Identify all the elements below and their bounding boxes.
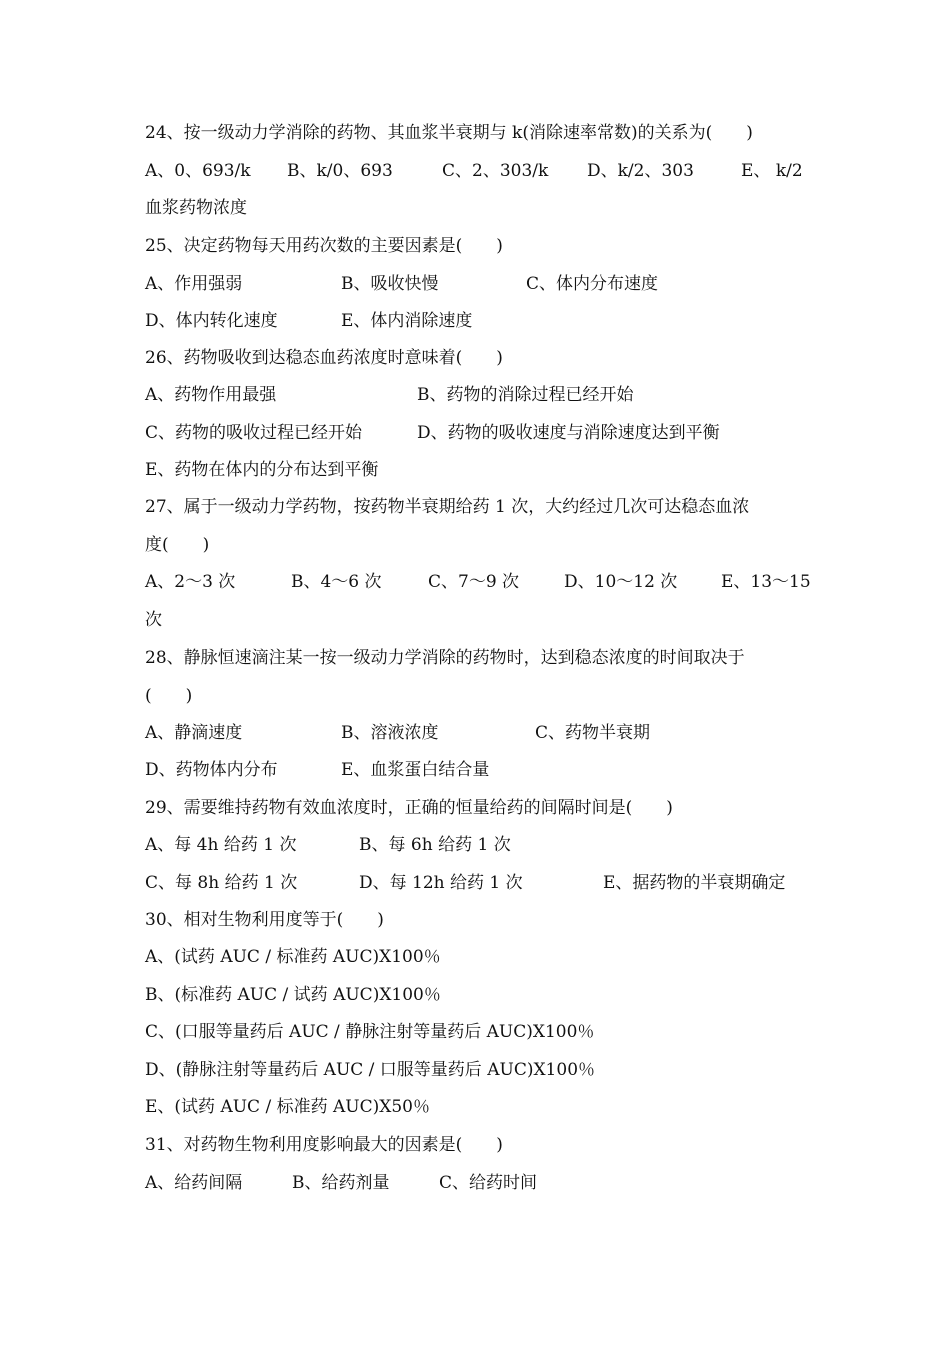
question-30-option-a: A、(试药 AUC / 标准药 AUC)X100％ <box>145 947 441 967</box>
question-27-stem: 27、属于一级动力学药物，按药物半衰期给药 1 次，大约经过几次可达稳态血浓 <box>145 497 750 517</box>
option-c: C、体内分布速度 <box>526 274 659 294</box>
option-e: E、药物在体内的分布达到平衡 <box>145 460 379 480</box>
option-d: D、每 12h 给药 1 次 <box>359 873 523 893</box>
option-e: E、据药物的半衰期确定 <box>603 873 786 893</box>
option-c: C、每 8h 给药 1 次 <box>145 873 298 893</box>
question-30-option-d: D、(静脉注射等量药后 AUC / 口服等量药后 AUC)X100％ <box>145 1060 596 1080</box>
option-a: A、作用强弱 <box>145 274 243 294</box>
question-31-stem: 31、对药物生物利用度影响最大的因素是( ) <box>145 1135 503 1155</box>
question-28-stem-continuation: ( ) <box>145 686 193 706</box>
option-e: E、体内消除速度 <box>341 311 473 331</box>
option-d: D、体内转化速度 <box>145 311 278 331</box>
option-c: C、7～9 次 <box>428 572 520 592</box>
question-26-stem: 26、药物吸收到达稳态血药浓度时意味着( ) <box>145 348 503 368</box>
question-25-stem: 25、决定药物每天用药次数的主要因素是( ) <box>145 236 503 256</box>
question-30-stem: 30、相对生物利用度等于( ) <box>145 910 384 930</box>
option-d: D、k/2、303 <box>587 161 694 181</box>
option-e: E、血浆蛋白结合量 <box>341 760 490 780</box>
option-a: A、静滴速度 <box>145 723 243 743</box>
option-d: D、药物体内分布 <box>145 760 278 780</box>
option-e: E、 k/2 <box>741 161 803 181</box>
option-c: C、2、303/k <box>442 161 549 181</box>
option-a: A、药物作用最强 <box>145 385 277 405</box>
question-29-stem: 29、需要维持药物有效血浓度时，正确的恒量给药的间隔时间是( ) <box>145 798 673 818</box>
option-b: B、给药剂量 <box>292 1173 390 1193</box>
option-d: D、药物的吸收速度与消除速度达到平衡 <box>417 423 720 443</box>
option-b: B、k/0、693 <box>287 161 393 181</box>
question-28-stem: 28、静脉恒速滴注某一按一级动力学消除的药物时，达到稳态浓度的时间取决于 <box>145 648 745 668</box>
option-b: B、溶液浓度 <box>341 723 439 743</box>
option-c: C、给药时间 <box>439 1173 538 1193</box>
option-b: B、4～6 次 <box>291 572 382 592</box>
question-27-stem-continuation: 度( ) <box>145 535 210 555</box>
option-a: A、给药间隔 <box>145 1173 243 1193</box>
option-d: D、10～12 次 <box>564 572 678 592</box>
option-a: A、2～3 次 <box>145 572 236 592</box>
option-b: B、每 6h 给药 1 次 <box>359 835 511 855</box>
question-30-option-e: E、(试药 AUC / 标准药 AUC)X50％ <box>145 1097 430 1117</box>
option-a: A、每 4h 给药 1 次 <box>145 835 297 855</box>
question-30-option-c: C、(口服等量药后 AUC / 静脉注射等量药后 AUC)X100％ <box>145 1022 595 1042</box>
option-c: C、药物半衰期 <box>535 723 651 743</box>
option-b: B、吸收快慢 <box>341 274 439 294</box>
option-b: B、药物的消除过程已经开始 <box>417 385 634 405</box>
question-24-stem: 24、按一级动力学消除的药物、其血浆半衰期与 k(消除速率常数)的关系为( ) <box>145 123 753 143</box>
option-a: A、0、693/k <box>145 161 251 181</box>
option-e: E、13～15 <box>721 572 811 592</box>
option-c: C、药物的吸收过程已经开始 <box>145 423 363 443</box>
question-24-continuation: 血浆药物浓度 <box>145 198 247 218</box>
question-30-option-b: B、(标准药 AUC / 试药 AUC)X100％ <box>145 985 441 1005</box>
question-27-continuation: 次 <box>145 610 162 630</box>
